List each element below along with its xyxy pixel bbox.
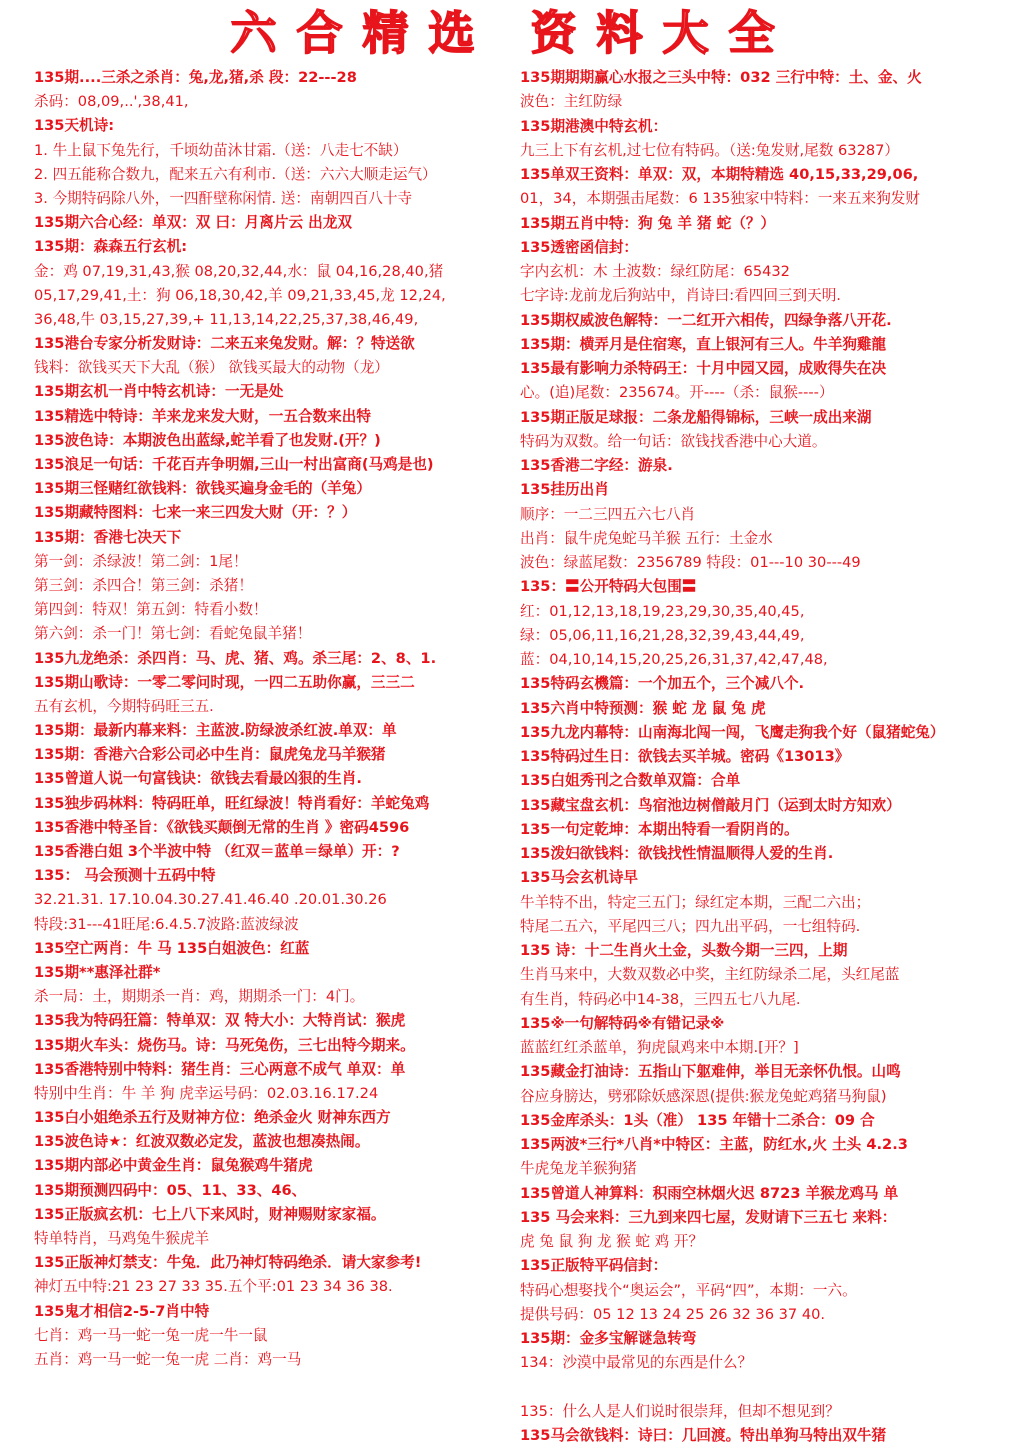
- text-line: 135马会欲钱料：诗曰：几回渡。特出单狗马特出双牛猪: [520, 1427, 887, 1444]
- text-line: 135藏宝盘玄机：鸟宿池边树僧敲月门（运到太时方知欢）: [520, 796, 901, 814]
- text-line: 顺序：一二三四五六七八肖: [520, 505, 696, 523]
- text-line: 36,48,牛 03,15,27,39,+ 11,13,14,22,25,37,38,46,49,: [34, 310, 419, 328]
- left-column: [34, 66, 522, 1372]
- text-line: 135正版神灯禁支：牛兔．此乃神灯特码绝杀．请大家参考!: [34, 1254, 422, 1272]
- text-line: 第四剑：特双！第五剑：特看小数！: [34, 601, 268, 619]
- text-line: 3. 今期特码除八外，一四酐壁称闲情. 送：南朝四百八十寺: [34, 189, 413, 207]
- text-line: 135独步码林料：特码旺单，旺红绿波！特肖看好：羊蛇兔鸡: [34, 794, 430, 812]
- text-line: 135港台专家分析发财诗：二来五来兔发财。解：？特送欲: [34, 335, 415, 353]
- text-line: 135期....三杀之杀肖：兔,龙,猪,杀 段：22---28: [34, 69, 357, 86]
- text-line: 五肖：鸡一马一蛇一兔一虎 二肖：鸡一马: [34, 1350, 302, 1368]
- text-line: 波色：绿蓝尾数：2356789 特段：01---10 30---49: [520, 554, 861, 571]
- text-line: 135正版疯玄机：七上八下来风时，财神赐财家家福。: [34, 1205, 386, 1223]
- text-line: 135香港二字经：游泉.: [520, 457, 673, 474]
- text-line: 绿：05,06,11,16,21,28,32,39,43,44,49,: [520, 626, 805, 644]
- text-line: 135期期期赢心水报之三头中特：032 三行中特：土、金、火: [520, 69, 922, 86]
- text-line: 2. 四五能称合数九，配来五六有利市.（送：六六大顺走运气）: [34, 165, 437, 183]
- text-line: 135期内部必中黄金生肖：鼠兔猴鸡牛猪虎: [34, 1157, 313, 1175]
- text-line: 特段:31---41旺尾:6.4.5.7波路:蓝波绿波: [34, 915, 299, 933]
- text-line: 七肖：鸡一马一蛇一兔一虎一牛一鼠: [34, 1326, 268, 1344]
- text-line: 135精选中特诗：羊来龙来发大财，一五合数来出特: [34, 407, 371, 425]
- text-line: 生肖马来中，大数双数必中奖，主红防绿杀二尾，头红尾蓝: [520, 966, 900, 984]
- text-line: 出肖：鼠牛虎兔蛇马羊猴 五行：土金水: [520, 529, 773, 547]
- text-line: 第一剑：杀绿波！第二剑：1尾！: [34, 552, 248, 570]
- text-line: 135藏金打油诗：五指山下躯难伸，举目无亲怀仇恨。山鸣: [520, 1063, 901, 1081]
- text-line: 135期正版足球报：二条龙船得锦标，三峡一成出来湖: [520, 408, 872, 426]
- text-line: 135六肖中特预测：猴 蛇 龙 鼠 兔 虎: [520, 699, 766, 717]
- text-line: 135期：森森五行玄机:: [34, 238, 188, 256]
- text-line: 135白姐秀刊之合数单双篇：合单: [520, 772, 741, 790]
- text-line: 特码为双数。给一句话：欲钱找香港中心大道。: [520, 432, 827, 450]
- text-line: 谷应身膀达，劈邪除妖感深恩(提供:猴龙兔蛇鸡猪马狗鼠): [520, 1087, 887, 1105]
- text-line: 135期六合心经：单双：双 曰：月离片云 出龙双: [34, 214, 352, 232]
- text-line: 有生肖，特码必中14-38，三四五七八九尾.: [520, 990, 801, 1008]
- text-line: 135波色诗：本期波色出蓝绿,蛇羊看了也发财.(开？): [34, 431, 381, 449]
- text-line: 135期**惠泽社群*: [34, 963, 161, 981]
- text-line: 135期：横弄月是住宿寒，直上银河有三人。牛羊狗雞龍: [520, 335, 887, 353]
- text-line: 135期玄机一肖中特玄机诗：一无是处: [34, 383, 284, 401]
- text-line: 135期权威波色解特：一二红开六相传，四绿争落八开花.: [520, 311, 892, 329]
- text-line: 神灯五中特:21 23 27 33 35.五个平:01 23 34 36 38.: [34, 1278, 393, 1296]
- text-line: 钱料：欲钱买天下大乱（猴） 欲钱买最大的动物（龙）: [34, 359, 389, 377]
- text-line: 135马会玄机诗早: [520, 869, 639, 887]
- text-line: 135最有影响力杀特码王：十月中园又园，成败得失在决: [520, 360, 887, 377]
- text-line: 135白小姐绝杀五行及财神方位：绝杀金火 财神东西方: [34, 1109, 391, 1127]
- text-line: 牛羊特不出，特定三五门；绿红定本期，三配二六出；: [520, 893, 871, 911]
- text-line: 135期港澳中特玄机：: [520, 117, 668, 135]
- text-line: 135泼妇欲钱料：欲钱找性情温顺得人爱的生肖.: [520, 845, 834, 862]
- text-line: 特别中生肖：牛 羊 狗 虎幸运号码：02.03.16.17.24: [34, 1084, 379, 1102]
- text-line: 135：什么人是人们说时很崇拜，但却不想见到？: [520, 1402, 840, 1420]
- text-line: 135九龙绝杀：杀四肖：马、虎、猪、鸡。杀三尾：2、8、1.: [34, 649, 437, 667]
- text-line: 135： 马会预测十五码中特: [34, 867, 216, 885]
- text-line: 杀一局：土，期期杀一肖：鸡，期期杀一门：4门。: [34, 988, 365, 1006]
- text-line: 135期：香港六合彩公司必中生肖：鼠虎兔龙马羊猴猪: [34, 746, 386, 764]
- text-line: 135期：金多宝解谜急转弯: [520, 1330, 697, 1347]
- text-line: 杀码：08,09,..',38,41,: [34, 93, 189, 111]
- text-line: 135两波*三行*八肖*中特区：主蓝，防红水,火 土头 4.2.3: [520, 1136, 908, 1153]
- text-line: 红：01,12,13,18,19,23,29,30,35,40,45,: [520, 602, 805, 620]
- text-line: 135※一句解特码※有错记录※: [520, 1014, 725, 1032]
- text-line: 九三上下有玄机,过七位有特码。（送:兔发财,尾数 63287）: [520, 141, 900, 159]
- text-line: 特码心想娶找个“奥运会”，平码“四”，本期：一六。: [520, 1281, 857, 1299]
- text-line: 135单双王资料：单双：双，本期特精选 40,15,33,29,06,: [520, 166, 919, 183]
- text-line: 135鬼才相信2-5-7肖中特: [34, 1302, 210, 1320]
- text-line: 135期：最新内幕来料：主蓝波.防绿波杀红波.单双：单: [34, 722, 397, 740]
- text-line: 牛虎兔龙羊猴狗猪: [520, 1160, 637, 1178]
- text-line: 135金库杀头：1头（准） 135 年错十二杀合：09 合: [520, 1111, 875, 1129]
- text-line: 135曾道人说一句富钱诀：欲钱去看最凶狠的生肖.: [34, 770, 362, 788]
- text-line: 1. 牛上鼠下兔先行，千顷幼苗沐甘霜.（送：八走七不缺）: [34, 141, 408, 159]
- text-line: 135九龙内幕特：山南海北闯一闯，飞鹰走狗我个好（鼠猪蛇兔）: [520, 723, 945, 741]
- text-line: 135 诗：十二生肖火土金，头数今期一三四，上期: [520, 942, 848, 959]
- text-line: 135期三怪赌红欲钱料：欲钱买遍身金毛的（羊兔）: [34, 480, 371, 498]
- text-line: 蓝蓝红红杀蓝单，狗虎鼠鸡来中本期.[开？]: [520, 1039, 799, 1056]
- text-line: 金：鸡 07,19,31,43,猴 08,20,32,44,水：鼠 04,16,28,40,猪: [34, 262, 444, 280]
- text-line: 135空亡两肖：牛 马 135白姐波色：红蓝: [34, 939, 310, 957]
- text-line: 135期五肖中特：狗 兔 羊 猪 蛇（？）: [520, 214, 776, 232]
- text-line: 135：〓公开特码大包围〓: [520, 578, 697, 596]
- text-line: 135波色诗★：红波双数必定发，蓝波也想凑热闹。: [34, 1133, 370, 1151]
- text-line: 心。(追)尾数：235674。开----（杀：鼠猴----）: [520, 384, 834, 402]
- text-line: 01，34，本期强击尾数：6 135独家中特料：一来五来狗发财: [520, 190, 920, 208]
- text-line: 特单特肖，马鸡兔牛猴虎羊: [34, 1230, 210, 1247]
- text-line: 135透密函信封：: [520, 238, 639, 256]
- text-line: 第六剑：杀一门！第七剑：看蛇兔鼠羊猪！: [34, 625, 312, 643]
- page-title: 六合精选 资料大全: [230, 6, 795, 60]
- text-line: 32.21.31. 17.10.04.30.27.41.46.40 .20.01.30.26: [34, 891, 387, 909]
- text-line: 135特码过生日：欲钱去买羊城。密码《13013》: [520, 748, 850, 765]
- text-line: 第三剑：杀四合！第三剑：杀猪！: [34, 576, 253, 594]
- text-line: 135香港白姐 3个半波中特 （红双＝蓝单＝绿单）开：?: [34, 843, 400, 860]
- text-line: 135曾道人神算料：积雨空林烟火迟 8723 羊猴龙鸡马 单: [520, 1184, 899, 1202]
- right-column: [520, 66, 990, 1448]
- text-line: 135天机诗:: [34, 117, 115, 135]
- text-line: 05,17,29,41,土：狗 06,18,30,42,羊 09,21,33,45,龙 12,24,: [34, 286, 446, 304]
- text-line: 七字诗:龙前龙后狗站中，肖诗曰:看四回三到天明.: [520, 287, 841, 305]
- text-line: 135我为特码狂篇：特单双：双 特大小：大特肖试：猴虎: [34, 1012, 406, 1030]
- text-line: 134：沙漠中最常见的东西是什么？: [520, 1354, 753, 1372]
- text-line: 135一句定乾坤：本期出特看一看阴肖的。: [520, 820, 799, 838]
- text-line: 字内玄机：木 土波数：绿红防尾：65432: [520, 263, 790, 280]
- text-line: 135香港中特圣旨：《欲钱买颠倒无常的生肖 》密码4596: [34, 818, 410, 836]
- text-line: 蓝：04,10,14,15,20,25,26,31,37,42,47,48,: [520, 651, 828, 668]
- text-line: 特尾二五六，平尾四三八；四九出平码，一七组特码.: [520, 917, 861, 935]
- text-line: 135期山歌诗：一零二零问时现，一四二五助你赢，三三二: [34, 673, 415, 691]
- text-line: 135香港特别中特料：猪生肖：三心两意不成气 单双：单: [34, 1060, 406, 1078]
- text-line: 五有玄机，今期特码旺三五.: [34, 697, 214, 715]
- text-line: 135挂历出肖: [520, 481, 609, 499]
- text-line: 135特码玄機篇：一个加五个，三个减八个.: [520, 675, 805, 693]
- text-line: 135期预测四码中：05、11、33、46、: [34, 1181, 307, 1199]
- text-line: 波色：主红防绿: [520, 93, 623, 111]
- text-line: 135期：香港七决天下: [34, 528, 182, 546]
- text-line: 提供号码：05 12 13 24 25 26 32 36 37 40.: [520, 1305, 826, 1323]
- text-line: 135正版特平码信封：: [520, 1257, 668, 1275]
- text-line: 135 马会来料：三九到来四七屋，发财请下三五七 来料：: [520, 1208, 897, 1226]
- text-line: 虎 兔 鼠 狗 龙 猴 蛇 鸡 开？: [520, 1233, 704, 1250]
- text-line: 135浪足一句话：千花百卉争明媚,三山一村出富商(马鸡是也): [34, 456, 434, 473]
- text-line: 135期火车头：烧伤马。诗：马死兔伤，三七出特今期来。: [34, 1036, 415, 1054]
- text-line: 135期藏特图料：七来一来三四发大财（开：？）: [34, 504, 357, 522]
